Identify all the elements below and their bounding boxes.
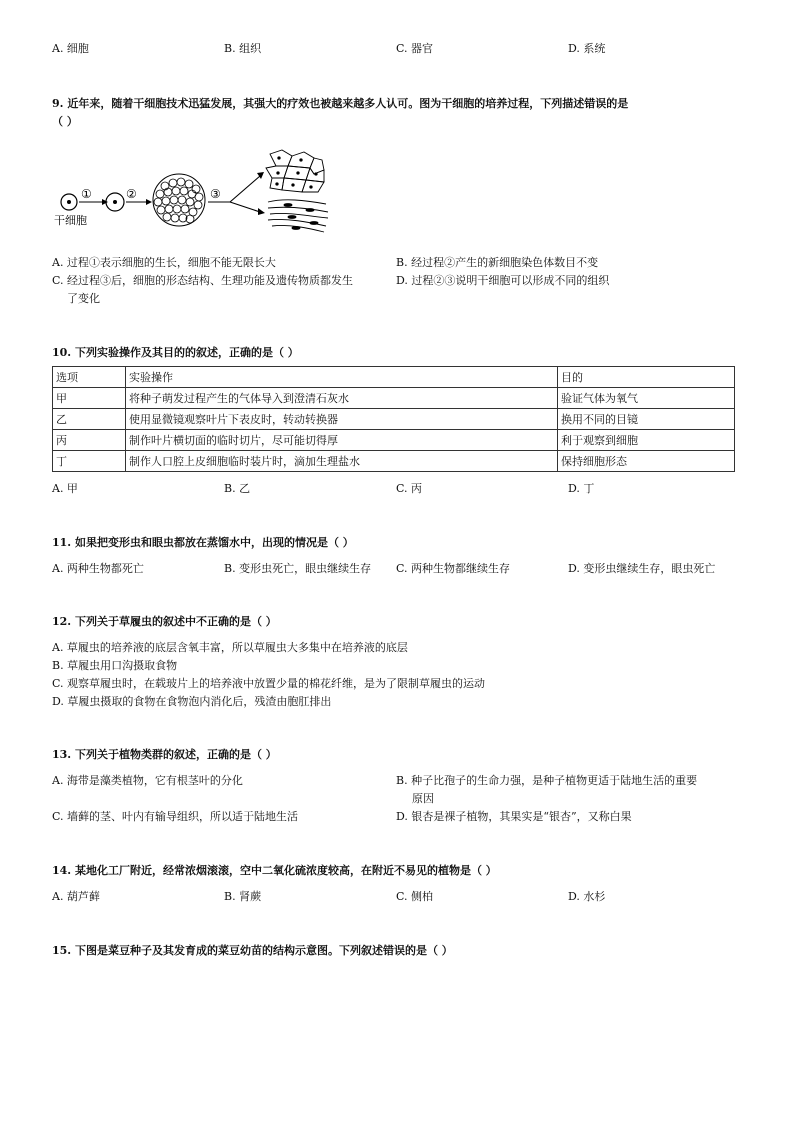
stem-cell-label: 干细胞: [54, 214, 87, 227]
table-cell: 将种子萌发过程产生的气体导入到澄清石灰水: [126, 388, 558, 409]
q9-stem: 9. 近年来，随着干细胞技术迅猛发展，其强大的疗效也被越来越多人认可。图为干细胞的培养过程，下列描述错误的是: [52, 97, 629, 110]
q13-option-c: C. 墙藓的茎、叶内有输导组织，所以适于陆地生活: [52, 810, 299, 823]
table-row: [53, 430, 735, 451]
table-cell: 保持细胞形态: [558, 451, 735, 472]
q13-option-a: A. 海带是藻类植物，它有根茎叶的分化: [52, 774, 243, 787]
stem-cell-culture-diagram: [52, 146, 332, 238]
q12-option-a: A. 草履虫的培养液的底层含氧丰富，所以草履虫大多集中在培养液的底层: [52, 641, 408, 654]
q15-stem: 15. 下图是菜豆种子及其发育成的菜豆幼苗的结构示意图。下列叙述错误的是（ ）: [52, 944, 453, 957]
q11-option-d: D. 变形虫继续生存，眼虫死亡: [568, 562, 716, 575]
table-cell: 换用不同的目镜: [558, 409, 735, 430]
table-cell: 乙: [53, 409, 126, 430]
table-cell: 利于观察到细胞: [558, 430, 735, 451]
q9-answer-paren: （ ）: [52, 115, 78, 128]
table-row: [53, 409, 735, 430]
q11-option-c: C. 两种生物都继续生存: [396, 562, 511, 575]
cell-cluster-shape: [153, 174, 205, 226]
q9-option-d: D. 过程②③说明干细胞可以形成不同的组织: [396, 274, 610, 287]
table-row: [53, 451, 735, 472]
table-cell: 丙: [53, 430, 126, 451]
table-cell: 丁: [53, 451, 126, 472]
q8-option-c: C. 器官: [396, 42, 434, 55]
q11-option-a: A. 两种生物都死亡: [52, 562, 144, 575]
q10-table: [52, 366, 735, 472]
q12-option-b: B. 草履虫用口沟摄取食物: [52, 659, 178, 672]
step-1-label: ①: [81, 187, 92, 201]
step-2-label: ②: [126, 187, 137, 201]
q10-option-a: A. 甲: [52, 482, 78, 495]
q10-option-b: B. 乙: [224, 482, 251, 495]
q9-option-a: A. 过程①表示细胞的生长，细胞不能无限长大: [52, 256, 276, 269]
q8-option-d: D. 系统: [568, 42, 606, 55]
q9-option-b: B. 经过程②产生的新细胞染色体数目不变: [396, 256, 599, 269]
q14-option-b: B. 肾蕨: [224, 890, 262, 903]
step-3-label: ③: [210, 187, 221, 201]
q14-option-c: C. 侧柏: [396, 890, 434, 903]
table-cell: 使用显微镜观察叶片下表皮时，转动转换器: [126, 409, 558, 430]
q14-option-a: A. 葫芦藓: [52, 890, 100, 903]
q11-option-b: B. 变形虫死亡，眼虫继续生存: [224, 562, 372, 575]
table-cell: 验证气体为氧气: [558, 388, 735, 409]
q10-option-d: D. 丁: [568, 482, 595, 495]
table-cell: 制作人口腔上皮细胞临时装片时，滴加生理盐水: [126, 451, 558, 472]
q12-option-c: C. 观察草履虫时，在载玻片上的培养液中放置少量的棉花纤维，是为了限制草履虫的运动: [52, 677, 486, 690]
q12-stem: 12. 下列关于草履虫的叙述中不正确的是（ ）: [52, 615, 277, 628]
table-cell: 甲: [53, 388, 126, 409]
table-header-cell: 目的: [558, 367, 735, 388]
table-header-row: [53, 367, 735, 388]
q12-option-d: D. 草履虫摄取的食物在食物泡内消化后，残渣由胞肛排出: [52, 695, 332, 708]
q8-option-b: B. 组织: [224, 42, 262, 55]
table-header-cell: 选项: [53, 367, 126, 388]
q13-option-b: B. 种子比孢子的生命力强，是种子植物更适于陆地生活的重要: [396, 774, 698, 787]
table-row: [53, 388, 735, 409]
q13-option-b-continued: 原因: [412, 792, 434, 805]
table-header-cell: 实验操作: [126, 367, 558, 388]
q9-option-c-continued: 了变化: [67, 292, 100, 305]
q11-stem: 11. 如果把变形虫和眼虫都放在蒸馏水中，出现的情况是（ ）: [52, 536, 354, 549]
table-cell: 制作叶片横切面的临时切片，尽可能切得厚: [126, 430, 558, 451]
q14-option-d: D. 水杉: [568, 890, 606, 903]
q13-stem: 13. 下列关于植物类群的叙述，正确的是（ ）: [52, 748, 277, 761]
q8-option-a: A. 细胞: [52, 42, 89, 55]
q10-stem: 10. 下列实验操作及其目的的叙述，正确的是（ ）: [52, 346, 299, 359]
tissue-epithelial-shape: [266, 150, 324, 192]
q10-option-c: C. 丙: [396, 482, 423, 495]
q9-option-c: C. 经过程③后，细胞的形态结构、生理功能及遗传物质都发生: [52, 274, 354, 287]
q14-stem: 14. 某地化工厂附近，经常浓烟滚滚，空中二氧化硫浓度较高，在附近不易见的植物是（ ）: [52, 864, 497, 877]
tissue-muscle-shape: [268, 200, 328, 232]
q13-option-d: D. 银杏是裸子植物，其果实是“银杏”，又称白果: [396, 810, 632, 823]
